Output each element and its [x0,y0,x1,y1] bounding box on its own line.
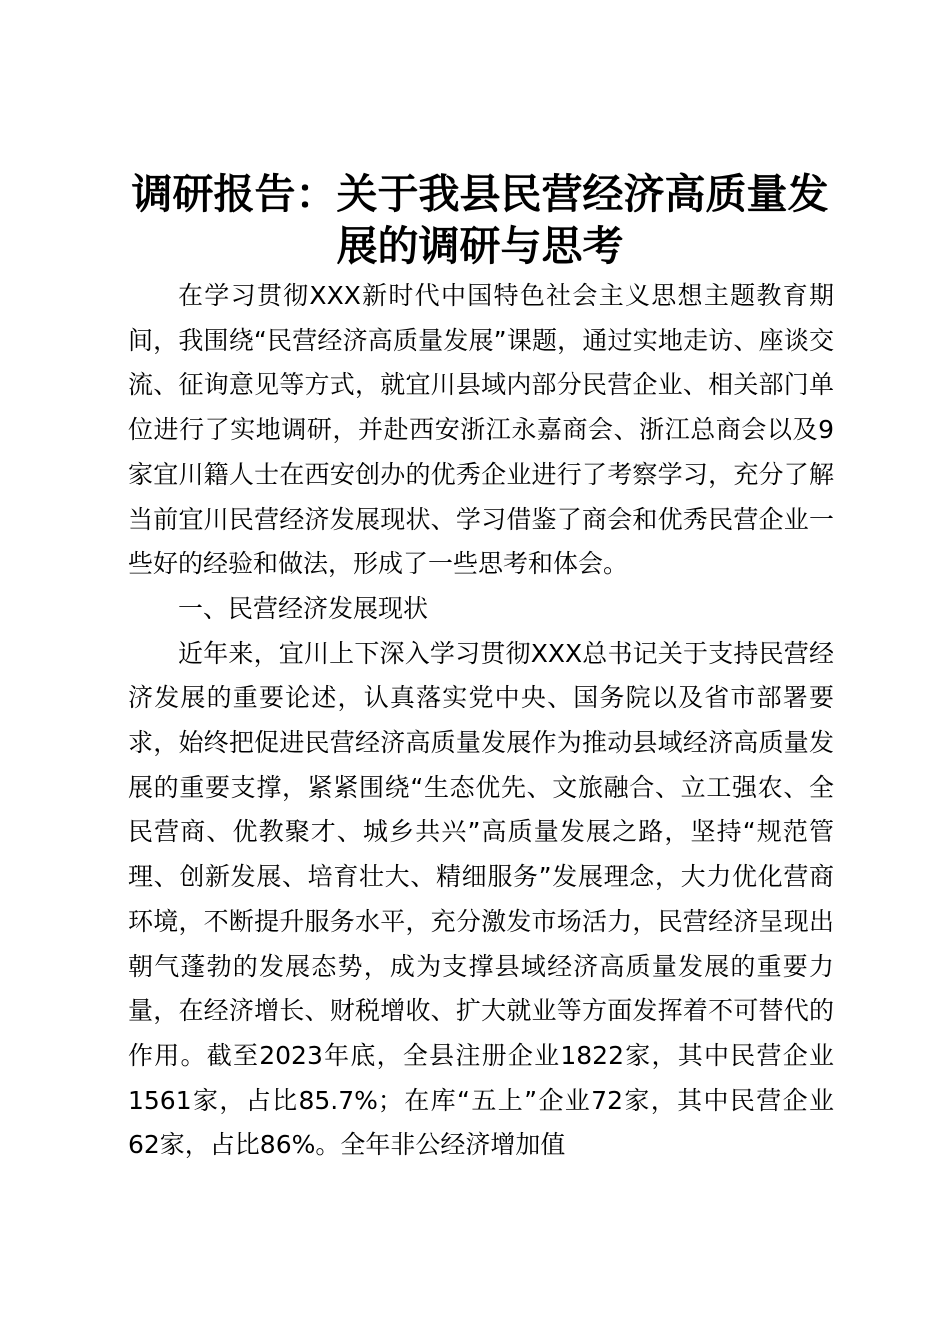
section-paragraph: 近年来，宜川上下深入学习贯彻XXX总书记关于支持民营经济发展的重要论述，认真落实党中央、国务院以及省市部署要求，始终把促进民营经济高质量发展作为推动县域经济高质量发展的重要支撑，紧紧围绕“生态优先、文旅融合、立工强农、全民营商、优教聚才、城乡共兴”高质量发展之路，坚持“规范管理、创新发展、培育壮大、精细服务”发展理念，大力优化营商环境，不断提升服务水平，充分激发市场活力，民营经济呈现出朝气蓬勃的发展态势，成为支撑县域经济高质量发展的重要力量，在经济增长、财税增收、扩大就业等方面发挥着不可替代的作用。截至2023年底，全县注册企业1822家，其中民营企业1561家，占比85.7%；在库“五上”企业72家，其中民营企业62家，占比86%。全年非公经济增加值 [128,638,834,1160]
section-heading: 一、民营经济发展现状 [178,593,429,623]
document-body [128,274,834,1168]
document-title: 调研报告：关于我县民营经济高质量发展的调研与思考 [131,170,829,270]
intro-paragraph: 在学习贯彻XXX新时代中国特色社会主义思想主题教育期间，我围绕“民营经济高质量发展”课题，通过实地走访、座谈交流、征询意见等方式，就宜川县域内部分民营企业、相关部门单位进行了实地调研，并赴西安浙江永嘉商会、浙江总商会以及9家宜川籍人士在西安创办的优秀企业进行了考察学习，充分了解当前宜川民营经济发展现状、学习借鉴了商会和优秀民营企业一些好的经验和做法，形成了一些思考和体会。 [128,281,834,579]
